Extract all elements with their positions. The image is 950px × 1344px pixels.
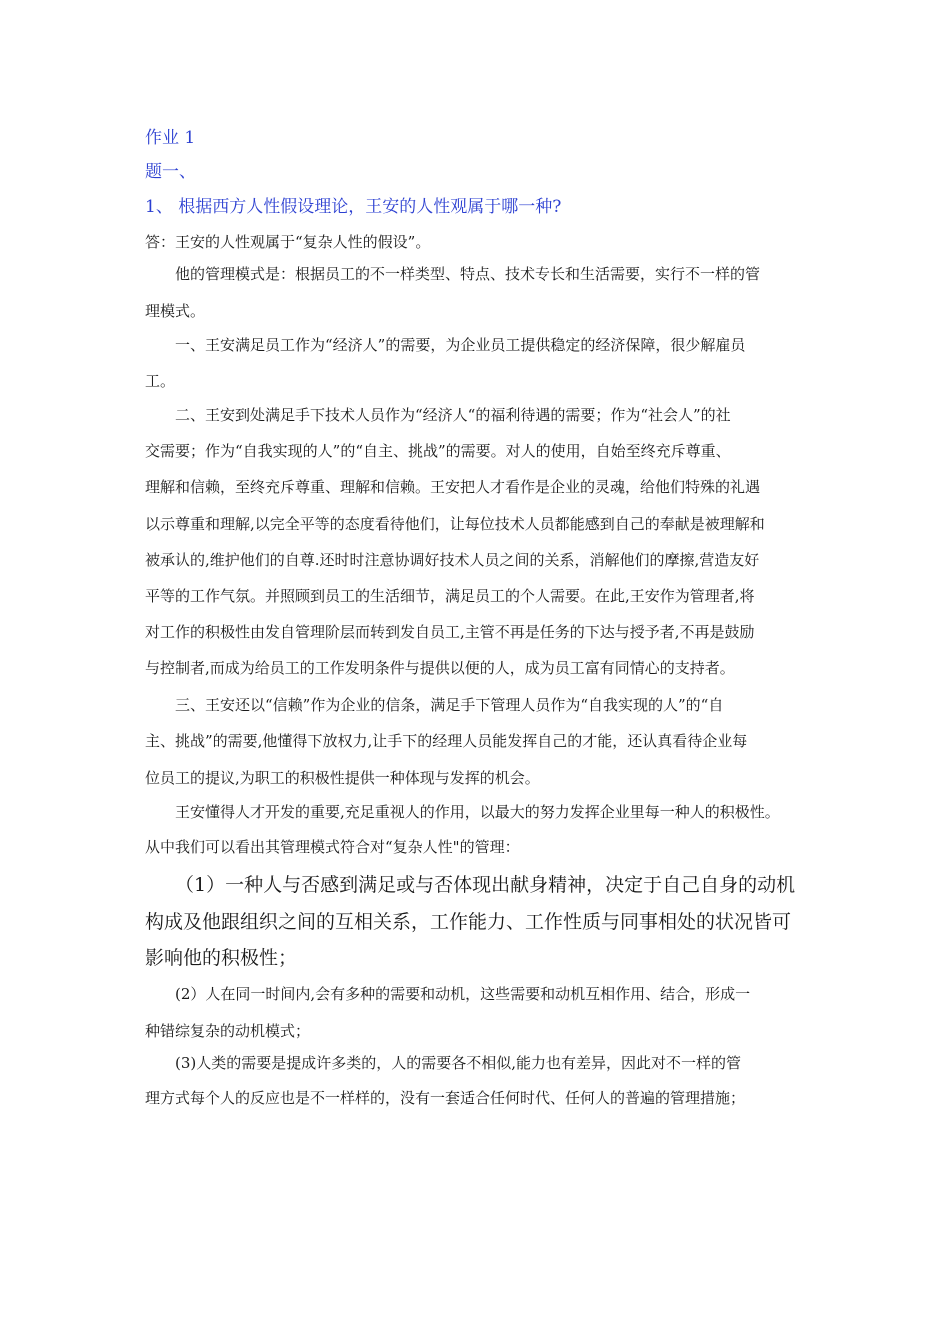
paragraph-line: 工。	[145, 372, 176, 390]
answer: 答：王安的人性观属于“复杂人性的假设”。	[145, 233, 431, 251]
paragraph-line: 三、王安还以“信赖”作为企业的信条，满足手下管理人员作为“自我实现的人”的“自	[175, 696, 724, 714]
paragraph-line: 理模式。	[145, 302, 206, 320]
paragraph-line: 构成及他跟组织之间的互相关系，工作能力、工作性质与同事相处的状况皆可	[145, 911, 792, 933]
paragraph-line: 位员工的提议,为职工的积极性提供一种体现与发挥的机会。	[145, 769, 540, 787]
paragraph-line: 从中我们可以看出其管理模式符合对“复杂人性"的管理：	[145, 838, 520, 856]
paragraph-line: 以示尊重和理解,以完全平等的态度看待他们，让每位技术人员都能感到自己的奉献是被理解和	[145, 515, 765, 533]
heading: 作业 1	[145, 128, 196, 148]
paragraph-line: 影响他的积极性；	[145, 947, 298, 969]
paragraph-line: 被承认的,维护他们的自尊.还时时注意协调好技术人员之间的关系，消解他们的摩擦,营造友好	[145, 551, 760, 569]
paragraph-line: （1）一种人与否感到满足或与否体现出献身精神，决定于自己自身的动机	[175, 874, 796, 896]
paragraph-line: 他的管理模式是：根据员工的不一样类型、特点、技术专长和生活需要，实行不一样的管	[175, 265, 761, 283]
paragraph-line: 主、挑战”的需要,他懂得下放权力,让手下的经理人员能发挥自己的才能，还认真看待企业每	[145, 732, 748, 750]
subheading: 题一、	[145, 162, 196, 182]
paragraph-line: 理解和信赖，至终充斥尊重、理解和信赖。王安把人才看作是企业的灵魂，给他们特殊的礼遇	[145, 478, 761, 496]
paragraph-line: 二、王安到处满足手下技术人员作为“经济人“的福利待遇的需要；作为“社会人”的社	[175, 406, 731, 424]
paragraph-line: (3)人类的需要是提成许多类的，人的需要各不相似,能力也有差异，因此对不一样的管	[175, 1054, 742, 1072]
paragraph-line: 与控制者,而成为给员工的工作发明条件与提供以便的人，成为员工富有同情心的支持者。	[145, 659, 735, 677]
paragraph-line: 理方式每个人的反应也是不一样样的，没有一套适合任何时代、任何人的普遍的管理措施；	[145, 1089, 746, 1107]
paragraph-line: 对工作的积极性由发自管理阶层而转到发自员工,主管不再是任务的下达与授予者,不再是鼓励	[145, 623, 755, 641]
paragraph-line: 一、王安满足员工作为“经济人”的需要，为企业员工提供稳定的经济保障，很少解雇员	[175, 336, 746, 354]
paragraph-line: 种错综复杂的动机模式；	[145, 1022, 311, 1040]
paragraph-line: 交需要；作为“自我实现的人”的“自主、挑战”的需要。对人的使用，自始至终充斥尊重、	[145, 442, 731, 460]
question: 1、 根据西方人性假设理论，王安的人性观属于哪一种?	[145, 197, 562, 217]
paragraph-line: 平等的工作气氛。并照顾到员工的生活细节，满足员工的个人需要。在此,王安作为管理者,将	[145, 587, 755, 605]
paragraph-line: 王安懂得人才开发的重要,充足重视人的作用，以最大的努力发挥企业里每一种人的积极性。	[175, 803, 780, 821]
paragraph-line: (2）人在同一时间内,会有多种的需要和动机，这些需要和动机互相作用、结合，形成一	[175, 985, 751, 1003]
